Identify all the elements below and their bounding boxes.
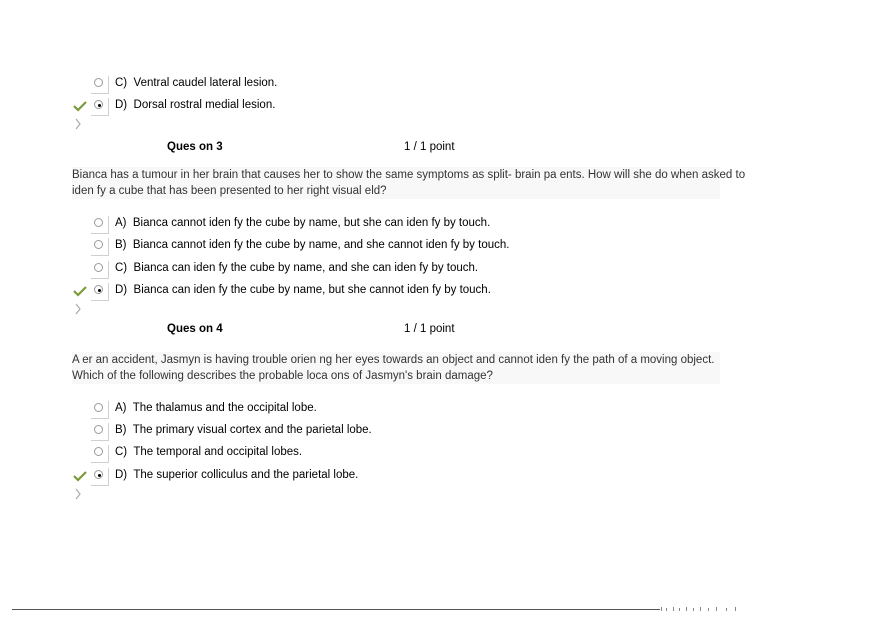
question-4-body xyxy=(72,352,720,384)
chevron-right-icon[interactable] xyxy=(74,303,82,315)
q4-option-label-a: A) The thalamus and the occipital lobe. xyxy=(115,402,317,414)
q3-option-label-b: B) Bianca cannot iden fy the cube by name, and she cannot iden fy by touch. xyxy=(115,239,510,251)
q3-option-label-c: C) Bianca can iden fy the cube by name, and she can iden fy by touch. xyxy=(115,262,479,274)
chevron-right-icon[interactable] xyxy=(74,118,82,130)
question-3-body-line: Bianca has a tumour in her brain that causes her to show the same symptoms as split- brain pa ents. How will she do when asked to xyxy=(72,169,746,181)
question-4-title: Ques on 4 xyxy=(167,323,223,335)
question-3-body xyxy=(72,167,746,199)
q4-option-radio-c[interactable] xyxy=(91,445,109,463)
q3-option-radio-d[interactable] xyxy=(91,283,109,301)
correct-check-icon xyxy=(73,285,87,297)
correct-check-icon xyxy=(73,100,87,112)
question-3-body-line: iden fy a cube that has been presented to her right visual eld? xyxy=(72,185,387,197)
option-label-d: D) Dorsal rostral medial lesion. xyxy=(115,99,276,111)
q3-option-label-d: D) Bianca can iden fy the cube by name, but she cannot iden fy by touch. xyxy=(115,284,491,296)
question-4-body-line: Which of the following describes the probable loca ons of Jasmyn's brain damage? xyxy=(72,370,493,382)
chevron-right-icon[interactable] xyxy=(74,488,82,500)
q3-option-label-a: A) Bianca cannot iden fy the cube by name, but she can iden fy by touch. xyxy=(115,217,491,229)
question-3-title: Ques on 3 xyxy=(167,141,223,153)
q3-option-radio-a[interactable] xyxy=(91,216,109,234)
q3-option-radio-b[interactable] xyxy=(91,238,109,256)
q4-option-label-b: B) The primary visual cortex and the parietal lobe. xyxy=(115,424,372,436)
correct-check-icon xyxy=(73,470,87,482)
q4-option-label-d: D) The superior colliculus and the parietal lobe. xyxy=(115,469,359,481)
question-4-body-line: A er an accident, Jasmyn is having trouble orien ng her eyes towards an object and cannot iden fy the path of a moving object. xyxy=(72,354,715,366)
q4-option-radio-d[interactable] xyxy=(91,468,109,486)
page-divider xyxy=(12,609,660,610)
footer-fragment-decoration xyxy=(660,605,740,613)
option-radio-d[interactable] xyxy=(91,98,109,116)
q4-option-label-c: C) The temporal and occipital lobes. xyxy=(115,446,303,458)
q4-option-radio-b[interactable] xyxy=(91,423,109,441)
option-label-c: C) Ventral caudel lateral lesion. xyxy=(115,77,278,89)
question-4-points: 1 / 1 point xyxy=(404,323,455,335)
q4-option-radio-a[interactable] xyxy=(91,401,109,419)
q3-option-radio-c[interactable] xyxy=(91,261,109,279)
option-radio-c[interactable] xyxy=(91,76,109,94)
question-3-points: 1 / 1 point xyxy=(404,141,455,153)
